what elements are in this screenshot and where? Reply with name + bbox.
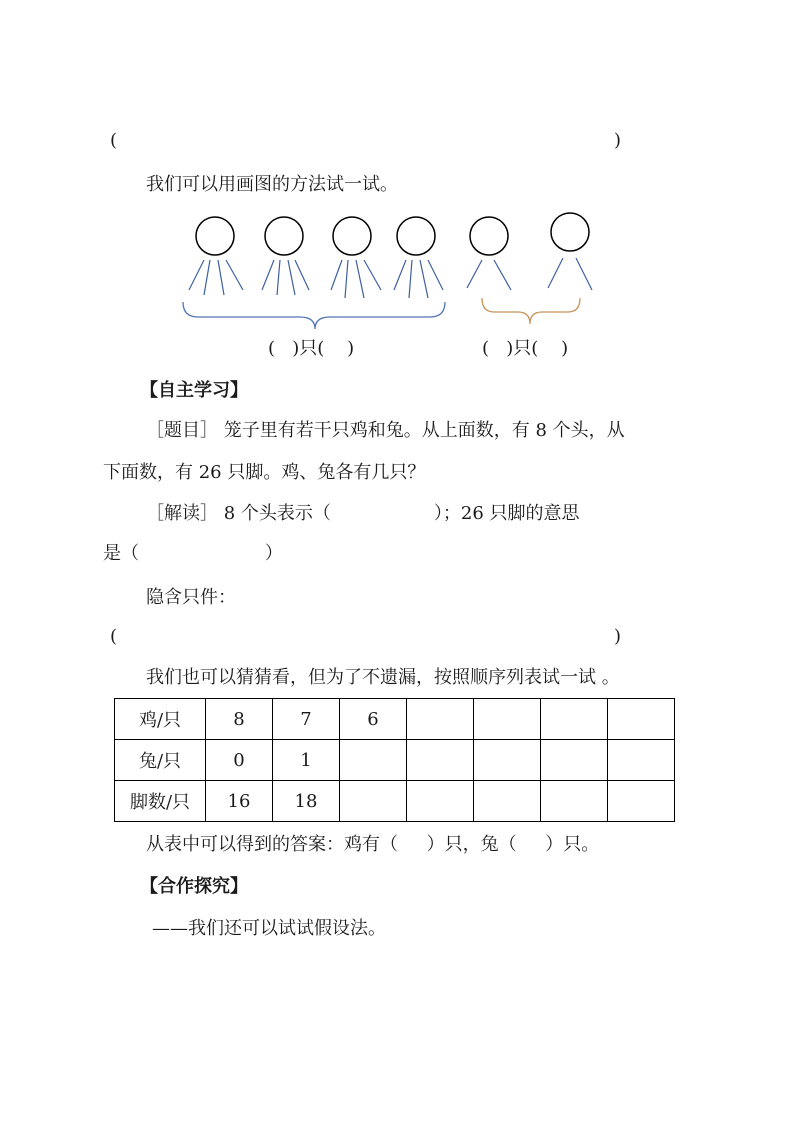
- figure-label-right: ( )只( ): [482, 338, 569, 359]
- figure-label-left: ( )只( ): [268, 338, 355, 359]
- table-cell: 1: [273, 740, 340, 781]
- row-label-rabbit: 兔/只: [115, 740, 206, 781]
- row-label-feet: 脚数/只: [115, 781, 206, 822]
- open-paren-1: (: [110, 130, 118, 151]
- table-cell: [407, 740, 474, 781]
- answer-line: 从表中可以得到的答案：鸡有（ ）只，兔（ ）只。: [146, 834, 600, 855]
- table-cell: [541, 781, 608, 822]
- table-cell: [407, 781, 474, 822]
- table-row: [115, 740, 675, 781]
- reading-line-2: 是（ ）: [103, 543, 283, 564]
- table-cell: 8: [206, 699, 273, 740]
- chicken-head-1: [470, 217, 508, 255]
- legs: [189, 258, 592, 298]
- hidden-condition-label: 隐含只件：: [146, 587, 236, 608]
- table-intro-text: 我们也可以猜猜看，但为了不遗漏，按照顺序列表试一试 。: [146, 667, 620, 688]
- open-paren-2: (: [110, 626, 118, 647]
- rabbit-head-4: [397, 217, 435, 255]
- row-label-chicken: 鸡/只: [115, 699, 206, 740]
- self-study-heading: 【自主学习】: [140, 380, 248, 401]
- table-cell: [340, 740, 407, 781]
- table-cell: [340, 781, 407, 822]
- close-paren-2: ): [614, 626, 622, 647]
- table-cell: [541, 699, 608, 740]
- rabbit-head-2: [265, 217, 303, 255]
- table-cell: [608, 699, 675, 740]
- left-brace: [183, 302, 445, 329]
- problem-line-2: 下面数，有 26 只脚。鸡、兔各有几只？: [103, 462, 426, 483]
- table-row: [115, 781, 675, 822]
- table-cell: [474, 781, 541, 822]
- guess-table: [114, 698, 675, 822]
- table-cell: [407, 699, 474, 740]
- table-cell: [474, 740, 541, 781]
- rabbit-head-3: [333, 217, 371, 255]
- chicken-head-2: [551, 213, 589, 251]
- cooperate-line: ——我们还可以试试假设法。: [152, 918, 386, 939]
- table-cell: 6: [340, 699, 407, 740]
- table-cell: [608, 740, 675, 781]
- rabbit-head-1: [196, 217, 234, 255]
- chicken-rabbit-figure: [0, 200, 794, 370]
- close-paren-1: ): [614, 130, 622, 151]
- right-brace: [482, 298, 580, 324]
- reading-line-1: ［解读］ 8 个头表示（ ）；26 只脚的意思: [146, 503, 580, 524]
- problem-line-1: ［题目］ 笼子里有若干只鸡和兔。从上面数，有 8 个头，从: [146, 420, 625, 441]
- table-cell: 16: [206, 781, 273, 822]
- table-row: [115, 699, 675, 740]
- table-cell: [474, 699, 541, 740]
- intro-draw-text: 我们可以用画图的方法试一试。: [146, 174, 398, 195]
- cooperate-heading: 【合作探究】: [140, 876, 248, 897]
- table-cell: [608, 781, 675, 822]
- table-cell: 0: [206, 740, 273, 781]
- table-cell: 7: [273, 699, 340, 740]
- table-cell: 18: [273, 781, 340, 822]
- table-cell: [541, 740, 608, 781]
